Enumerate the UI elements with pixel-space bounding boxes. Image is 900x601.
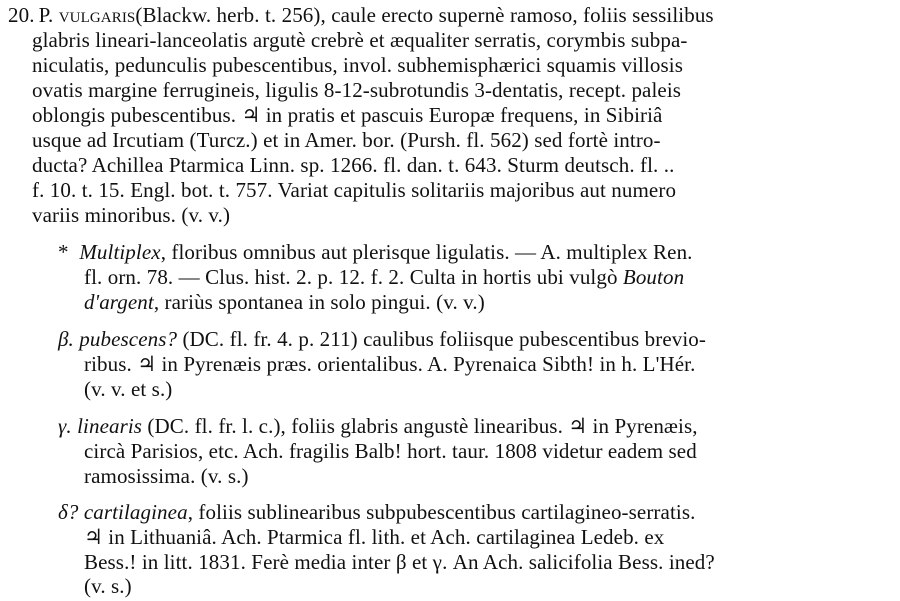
variety-text: , rariùs spontanea in solo pingui. (v. v.) xyxy=(153,290,485,314)
variety-cartilaginea-line-1 xyxy=(58,500,695,524)
entry-line-9: variis minoribus. (v. v.) xyxy=(32,203,231,227)
variety-multiplex-line-2 xyxy=(84,265,684,289)
entry-line-4: ovatis margine ferrugineis, ligulis 8-12-subrotundis 3-dentatis, recept. paleis xyxy=(32,78,682,102)
variety-marker: β. xyxy=(58,327,74,351)
entry-text: (Blackw. herb. t. 256), caule erecto supernè ramoso, foliis sessilibus xyxy=(135,3,714,27)
italic-phrase-cont: d'argent xyxy=(84,290,154,314)
italic-phrase: Bouton xyxy=(622,265,685,289)
variety-linearis-line-2: circà Parisios, etc. Ach. fragilis Balb! hort. taur. 1808 videtur eadem sed xyxy=(84,439,697,463)
variety-name: linearis xyxy=(77,414,143,438)
variety-name: pubescens? xyxy=(79,327,178,351)
entry-line-8: f. 10. t. 15. Engl. bot. t. 757. Variat capitulis solitariis majoribus aut numero xyxy=(32,178,677,202)
variety-marker: γ. xyxy=(58,414,72,438)
entry-line-1 xyxy=(8,3,714,27)
variety-linearis-line-3: ramosissima. (v. s.) xyxy=(84,464,249,488)
entry-line-5: oblongis pubescentibus. ♃ in pratis et pascuis Europæ frequens, in Sibiriâ xyxy=(32,103,663,127)
genus-abbrev: P. xyxy=(38,3,54,27)
entry-line-6: usque ad Ircutiam (Turcz.) et in Amer. bor. (Pursh. fl. 562) sed fortè intro- xyxy=(32,128,661,152)
variety-text: (DC. fl. fr. l. c.), foliis glabris angustè linearibus. ♃ in Pyrenæis, xyxy=(142,414,698,438)
variety-text: fl. orn. 78. — Clus. hist. 2. p. 12. f. 2. Culta in hortis ubi vulgò xyxy=(84,265,623,289)
variety-text: (DC. fl. fr. 4. p. 211) caulibus foliisque pubescentibus brevio- xyxy=(177,327,706,351)
variety-multiplex-line-1 xyxy=(58,240,693,264)
entry-line-7: ducta? Achillea Ptarmica Linn. sp. 1266. fl. dan. t. 643. Sturm deutsch. fl. .. xyxy=(32,153,675,177)
variety-cartilaginea-line-3: Bess.! in litt. 1831. Ferè media inter β et γ. An Ach. salicifolia Bess. ined? xyxy=(84,550,715,574)
variety-multiplex-line-3 xyxy=(84,290,485,314)
variety-marker: * xyxy=(58,240,69,264)
entry-line-3: niculatis, pedunculis pubescentibus, invol. subhemisphærici squamis villosis xyxy=(32,53,683,77)
variety-marker: δ? xyxy=(58,500,79,524)
variety-cartilaginea-line-2: ♃ in Lithuaniâ. Ach. Ptarmica fl. lith. et Ach. cartilaginea Ledeb. ex xyxy=(84,525,665,549)
variety-linearis-line-1 xyxy=(58,414,698,438)
variety-name: cartilaginea xyxy=(83,500,188,524)
variety-name: Multiplex xyxy=(79,240,161,264)
variety-pubescens-line-2: ribus. ♃ in Pyrenæis præs. orientalibus. A. Pyrenaica Sibth! in h. L'Hér. xyxy=(84,352,696,376)
entry-line-2: glabris lineari-lanceolatis argutè crebrè et æqualiter serratis, corymbis subpa- xyxy=(32,28,688,52)
variety-pubescens-line-3: (v. v. et s.) xyxy=(84,377,173,401)
variety-text: , foliis sublinearibus subpubescentibus cartilagineo-serratis. xyxy=(187,500,696,524)
variety-pubescens-line-1 xyxy=(58,327,706,351)
entry-number: 20. xyxy=(8,3,35,27)
variety-cartilaginea-line-4: (v. s.) xyxy=(84,574,132,598)
species-name: vulgaris xyxy=(58,3,136,27)
variety-text: , floribus omnibus aut plerisque ligulatis. — A. multiplex Ren. xyxy=(160,240,693,264)
